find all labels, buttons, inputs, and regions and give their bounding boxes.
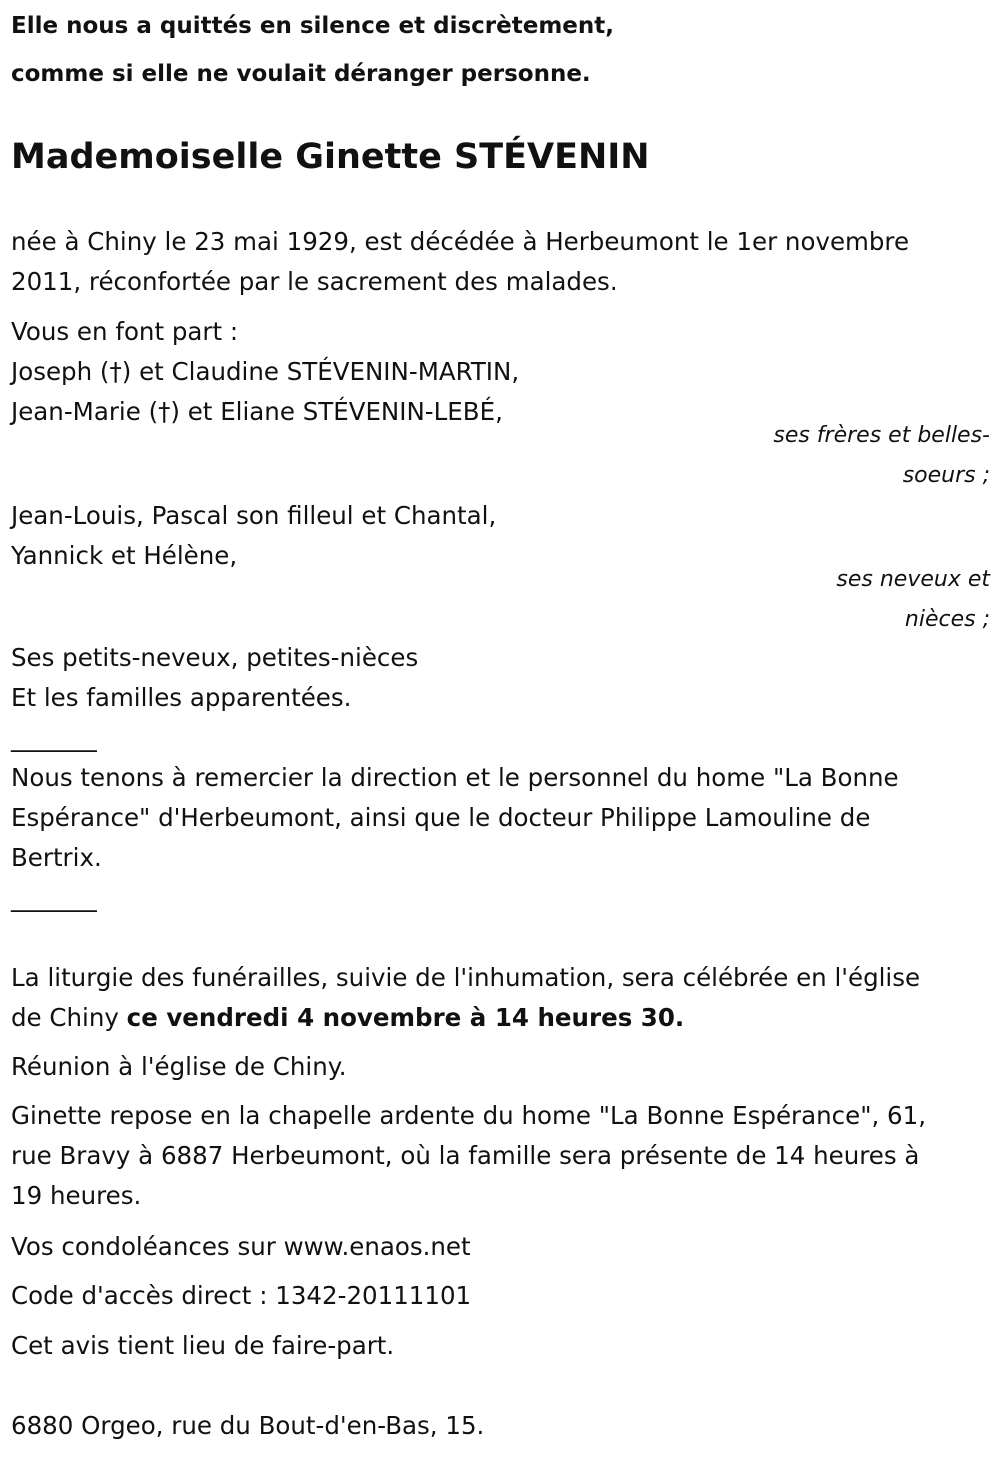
funeral-date-time: ce vendredi 4 novembre à 14 heures 30.	[126, 1003, 685, 1032]
repose-line-2: rue Bravy à 6887 Herbeumont, où la famille sera présente de 14 heures à	[11, 1141, 920, 1170]
funeral-line-2	[11, 998, 990, 1038]
address-text: 6880 Orgeo, rue du Bout-d'en-Bas, 15.	[11, 1411, 485, 1440]
nephews-role-line-1: ses neveux et	[836, 567, 990, 592]
thanks-line-3: Bertrix.	[11, 843, 102, 872]
siblings-role-line-2: soeurs ;	[902, 463, 990, 488]
thanks-line-1: Nous tenons à remercier la direction et le personnel du home "La Bonne	[11, 763, 899, 792]
condolences-text: Vos condoléances sur www.enaos.net	[11, 1232, 471, 1261]
siblings-role	[773, 416, 990, 496]
separator-2: _______	[11, 883, 97, 912]
separator-1: _______	[11, 723, 97, 752]
family-others	[11, 638, 990, 758]
funeral-line-1: La liturgie des funérailles, suivie de l'inhumation, sera célébrée en l'église	[11, 963, 921, 992]
birth-line-2: 2011, réconfortée par le sacrement des malades.	[11, 267, 618, 296]
sibling-2: Jean-Marie (†) et Eliane STÉVENIN-LEBÉ,	[11, 397, 503, 426]
funeral-paragraph	[11, 958, 990, 1038]
repose-line-3: 19 heures.	[11, 1181, 142, 1210]
funeral-line-2-prefix: de Chiny	[11, 1003, 127, 1032]
nephew-1: Jean-Louis, Pascal son filleul et Chantal,	[11, 501, 497, 530]
nephews-role	[836, 560, 990, 640]
nephew-2: Yannick et Hélène,	[11, 541, 238, 570]
intro-text	[11, 2, 990, 98]
others-2: Et les familles apparentées.	[11, 683, 352, 712]
deceased-name: Mademoiselle Ginette STÉVENIN	[11, 137, 650, 177]
intro-line-2: comme si elle ne voulait déranger personne.	[11, 61, 591, 87]
family-header: Vous en font part :	[11, 317, 239, 346]
siblings-role-line-1: ses frères et belles-	[773, 423, 990, 448]
birth-line-1: née à Chiny le 23 mai 1929, est décédée à Herbeumont le 1er novembre	[11, 227, 910, 256]
repose-line-1: Ginette repose en la chapelle ardente du home "La Bonne Espérance", 61,	[11, 1101, 927, 1130]
birth-death-paragraph	[11, 222, 990, 302]
thanks-line-2: Espérance" d'Herbeumont, ainsi que le docteur Philippe Lamouline de	[11, 803, 871, 832]
sibling-1: Joseph (†) et Claudine STÉVENIN-MARTIN,	[11, 357, 520, 386]
access-code-text: Code d'accès direct : 1342-20111101	[11, 1281, 472, 1310]
nephews-role-line-2: nièces ;	[904, 607, 990, 632]
meeting-text: Réunion à l'église de Chiny.	[11, 1052, 347, 1081]
others-1: Ses petits-neveux, petites-nièces	[11, 643, 419, 672]
repose-paragraph	[11, 1096, 990, 1216]
family-siblings	[11, 312, 990, 432]
intro-line-1: Elle nous a quittés en silence et discrètement,	[11, 13, 614, 39]
thanks-paragraph	[11, 758, 990, 918]
notice-text: Cet avis tient lieu de faire-part.	[11, 1331, 395, 1360]
